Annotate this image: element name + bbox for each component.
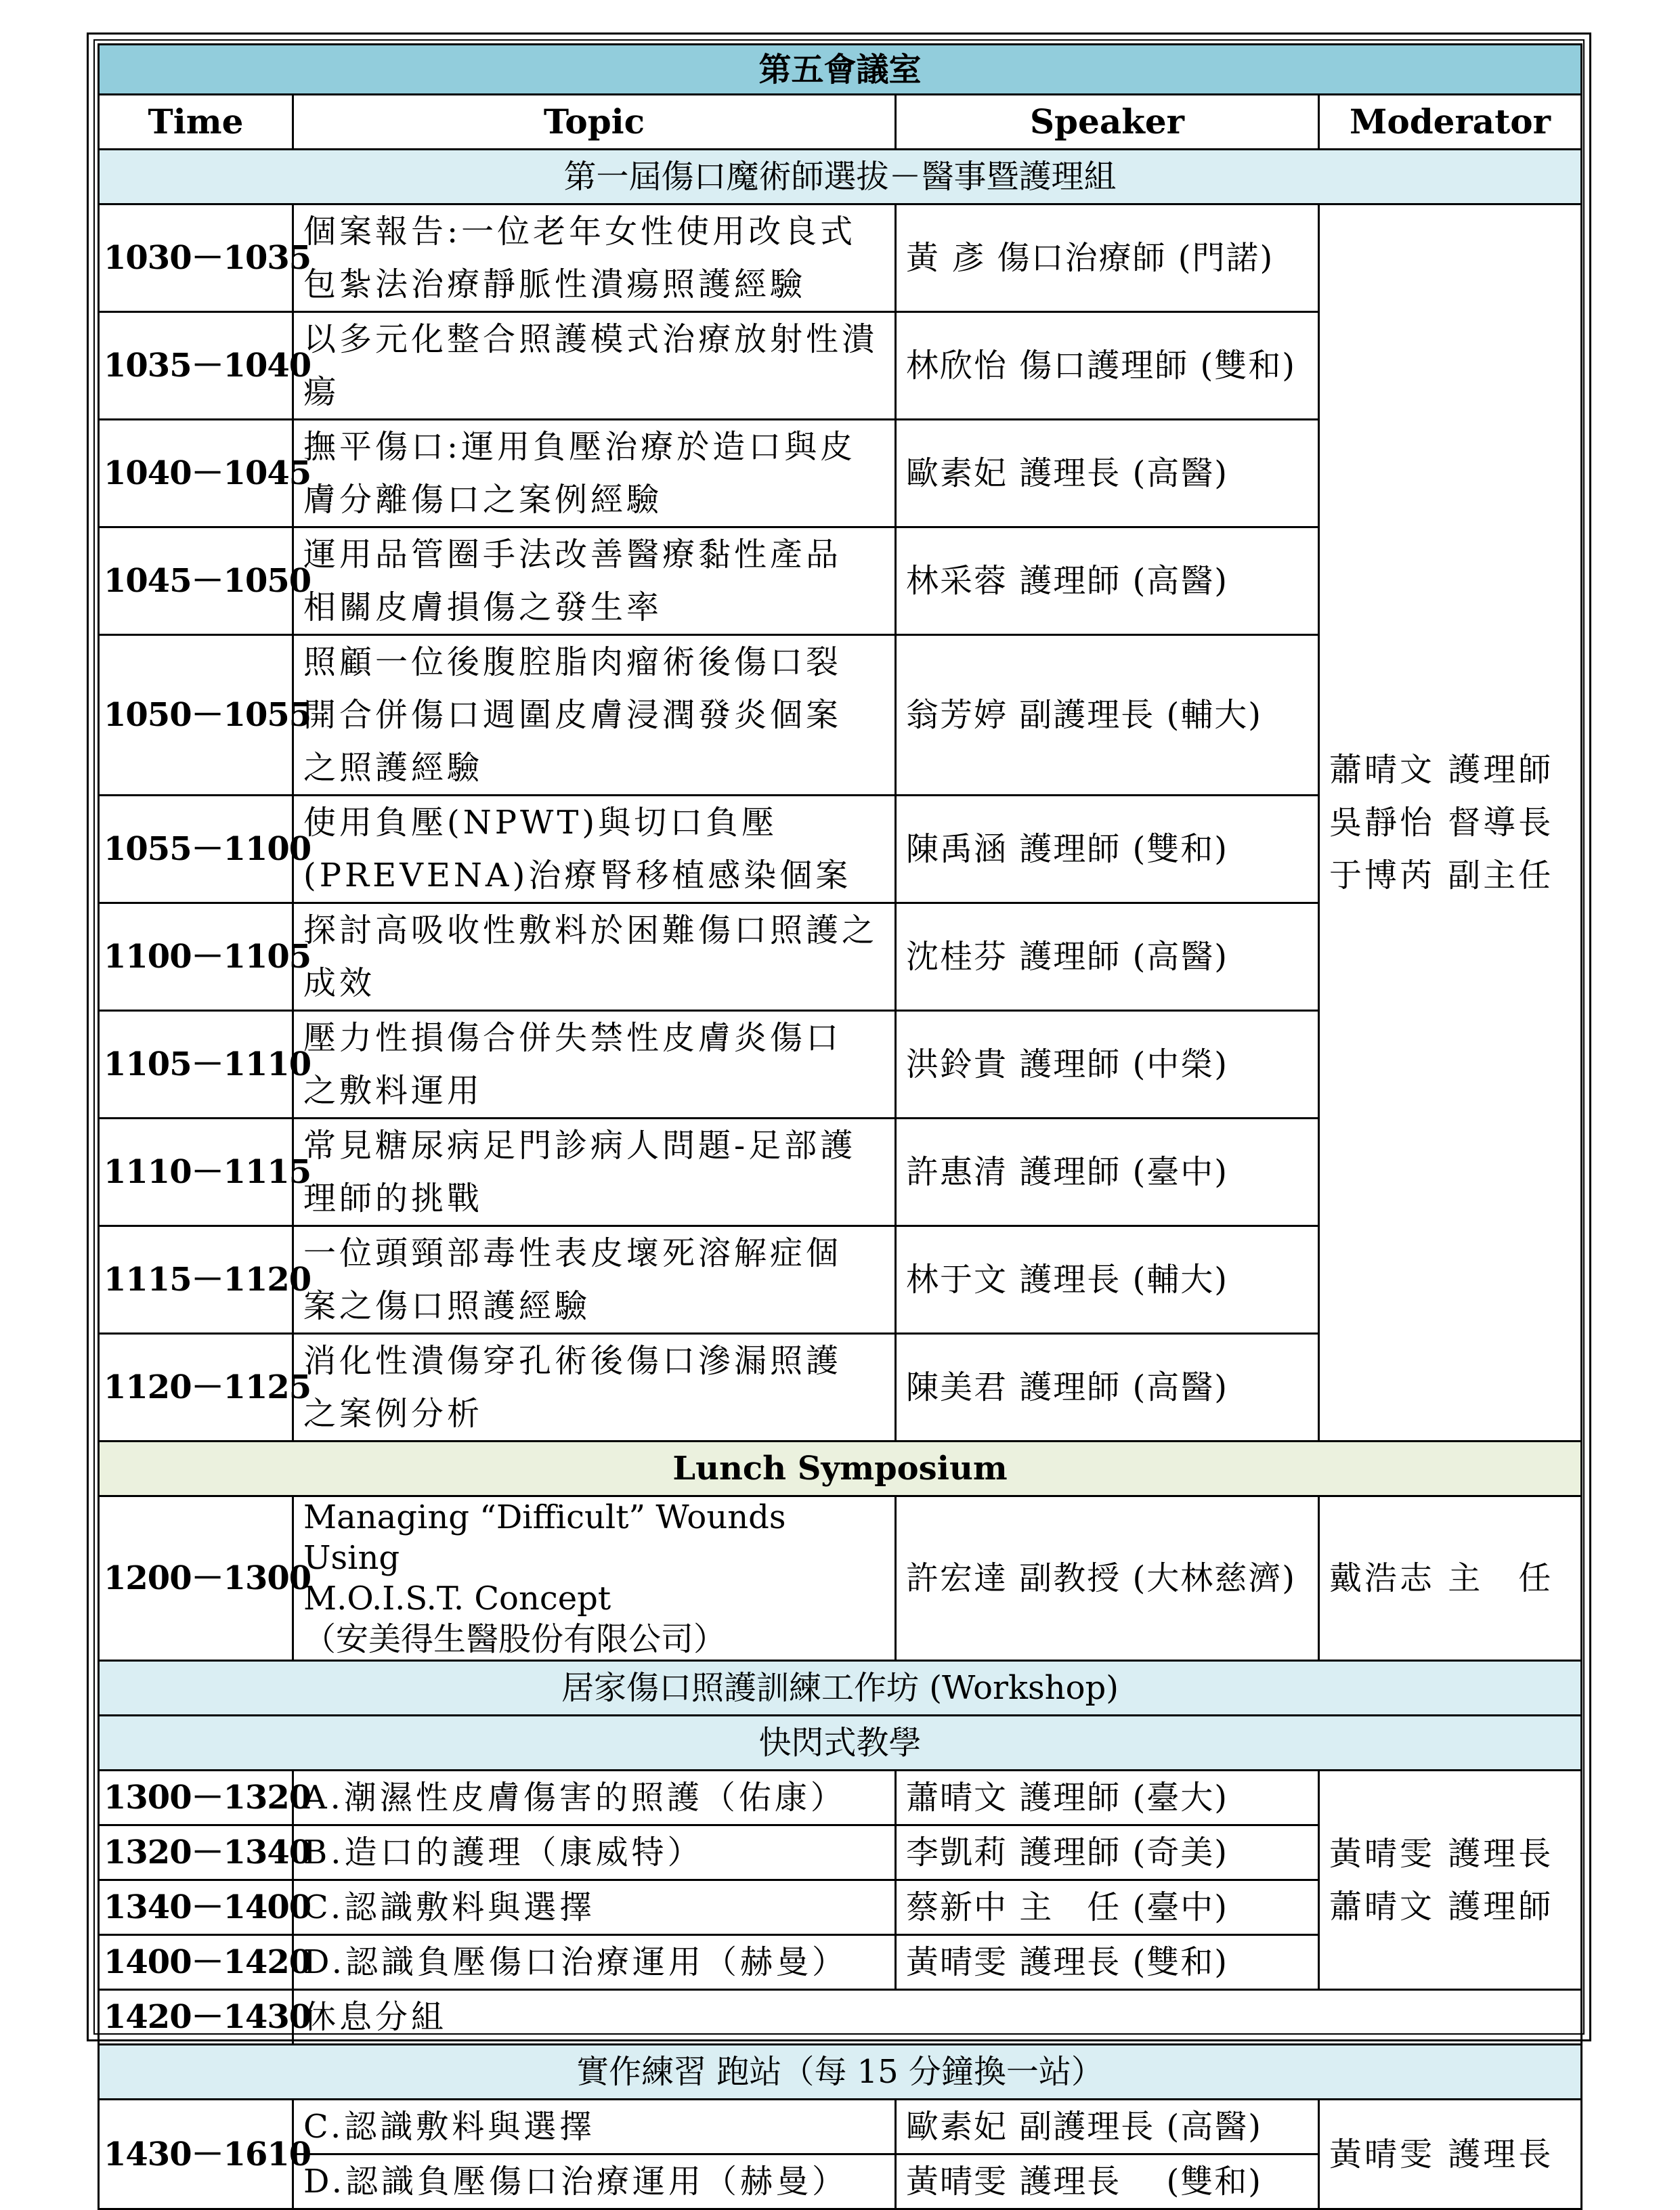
workshop-moderator <box>1319 1771 1582 1990</box>
practice-row <box>99 2100 1582 2154</box>
session-topic <box>293 1226 896 1334</box>
header-time: Time <box>99 95 293 150</box>
workshop-time: 1400－1420 <box>99 1935 293 1990</box>
session-topic-line: 包紮法治療靜脈性潰瘍照護經驗 <box>303 265 806 303</box>
session-speaker: 陳美君 護理師 (高醫) <box>896 1334 1319 1442</box>
workshop-moderator-line: 蕭晴文 護理師 <box>1329 1887 1554 1926</box>
session-topic-line: 之案例分析 <box>303 1395 483 1433</box>
practice-topic: D.認識負壓傷口治療運用（赫曼） <box>293 2154 896 2209</box>
session-time: 1100－1105 <box>99 903 293 1011</box>
break-topic: 休息分組 <box>293 1990 1582 2045</box>
session-speaker: 黃 彥 傷口治療師 (門諾) <box>896 204 1319 312</box>
workshop-time: 1320－1340 <box>99 1825 293 1880</box>
session-time: 1115－1120 <box>99 1226 293 1334</box>
session-topic-line: 一位頭頸部毒性表皮壞死溶解症個 <box>303 1234 842 1272</box>
session-time: 1105－1110 <box>99 1011 293 1119</box>
lunch-topic <box>293 1496 896 1661</box>
workshop-moderator-line: 黃晴雯 護理長 <box>1329 1834 1554 1873</box>
workshop-header-row <box>99 1661 1582 1716</box>
session-topic-line: 成效 <box>303 964 376 1002</box>
practice-moderator: 黃晴雯 護理長 <box>1319 2100 1582 2209</box>
header-speaker: Speaker <box>896 95 1319 150</box>
session-speaker: 林采蓉 護理師 (高醫) <box>896 527 1319 635</box>
session-time: 1055－1100 <box>99 796 293 903</box>
workshop-topic: C.認識敷料與選擇 <box>293 1880 896 1935</box>
practice-title: 實作練習 跑站（每 15 分鐘換一站） <box>99 2045 1582 2100</box>
session-time: 1030－1035 <box>99 204 293 312</box>
session-time: 1110－1115 <box>99 1119 293 1226</box>
section1-moderator-line: 吳靜怡 督導長 <box>1329 804 1554 842</box>
session-speaker: 許惠清 護理師 (臺中) <box>896 1119 1319 1226</box>
session-time: 1050－1055 <box>99 635 293 796</box>
workshop-time: 1300－1320 <box>99 1771 293 1825</box>
section1-moderator-line: 于博芮 副主任 <box>1329 857 1554 894</box>
section-title: 第一屆傷口魔術師選拔－醫事暨護理組 <box>99 150 1582 204</box>
lunch-topic-line: M.O.I.S.T. Concept <box>303 1580 611 1618</box>
schedule-table <box>98 43 1582 2210</box>
session-topic <box>293 312 896 420</box>
title-row <box>99 45 1582 95</box>
room-title: 第五會議室 <box>99 45 1582 95</box>
session-time: 1040－1045 <box>99 420 293 527</box>
session-topic <box>293 527 896 635</box>
session-topic-line: 使用負壓(NPWT)與切口負壓 <box>303 804 778 842</box>
practice-topic: C.認識敷料與選擇 <box>293 2100 896 2154</box>
session-topic <box>293 1334 896 1442</box>
session-speaker: 林欣怡 傷口護理師 (雙和) <box>896 312 1319 420</box>
session-topic <box>293 420 896 527</box>
session-topic-line: 個案報告:一位老年女性使用改良式 <box>303 213 857 251</box>
session-topic-line: 相關皮膚損傷之發生率 <box>303 588 663 626</box>
section1-moderator <box>1319 204 1582 1442</box>
session-topic <box>293 903 896 1011</box>
workshop-title: 居家傷口照護訓練工作坊 (Workshop) <box>99 1661 1582 1716</box>
session-time: 1120－1125 <box>99 1334 293 1442</box>
session-speaker: 林于文 護理長 (輔大) <box>896 1226 1319 1334</box>
session-time: 1045－1050 <box>99 527 293 635</box>
session-topic <box>293 796 896 903</box>
session-row <box>99 204 1582 312</box>
session-topic-line: 常見糖尿病足門診病人問題-足部護 <box>303 1127 857 1165</box>
session-topic-line: 撫平傷口:運用負壓治療於造口與皮 <box>303 428 857 466</box>
header-topic: Topic <box>293 95 896 150</box>
session-topic-line: 壓力性損傷合併失禁性皮膚炎傷口 <box>303 1019 842 1057</box>
workshop-topic: B.造口的護理（康威特） <box>293 1825 896 1880</box>
session-topic-line: 理師的挑戰 <box>303 1179 483 1217</box>
session-speaker: 歐素妃 護理長 (高醫) <box>896 420 1319 527</box>
workshop-topic: A.潮濕性皮膚傷害的照護（佑康） <box>293 1771 896 1825</box>
lunch-speaker: 許宏達 副教授 (大林慈濟) <box>896 1496 1319 1661</box>
session-topic <box>293 1011 896 1119</box>
session-speaker: 陳禹涵 護理師 (雙和) <box>896 796 1319 903</box>
workshop-row <box>99 1771 1582 1825</box>
workshop-time: 1340－1400 <box>99 1880 293 1935</box>
session-topic-line: 之照護經驗 <box>303 749 483 787</box>
session-time: 1035－1040 <box>99 312 293 420</box>
session-topic-line: 運用品管圈手法改善醫療黏性產品 <box>303 536 842 573</box>
session-topic-line: 以多元化整合照護模式治療放射性潰瘍 <box>303 320 878 411</box>
practice-speaker: 歐素妃 副護理長 (高醫) <box>896 2100 1319 2154</box>
workshop-subtitle: 快閃式教學 <box>99 1716 1582 1771</box>
header-moderator: Moderator <box>1319 95 1582 150</box>
session-topic <box>293 635 896 796</box>
session-topic-line: 案之傷口照護經驗 <box>303 1287 591 1325</box>
section1-moderator-line: 蕭晴文 護理師 <box>1329 751 1554 789</box>
session-topic-line: 膚分離傷口之案例經驗 <box>303 481 663 519</box>
workshop-speaker: 李凱莉 護理師 (奇美) <box>896 1825 1319 1880</box>
break-row <box>99 1990 1582 2045</box>
workshop-speaker: 蕭晴文 護理師 (臺大) <box>896 1771 1319 1825</box>
workshop-subheader-row <box>99 1716 1582 1771</box>
session-topic <box>293 1119 896 1226</box>
lunch-title: Lunch Symposium <box>99 1442 1582 1496</box>
practice-header-row <box>99 2045 1582 2100</box>
session-topic-line: 照顧一位後腹腔脂肉瘤術後傷口裂 <box>303 643 842 681</box>
lunch-header-row <box>99 1442 1582 1496</box>
workshop-speaker: 蔡新中 主 任 (臺中) <box>896 1880 1319 1935</box>
lunch-topic-line: （安美得生醫股份有限公司） <box>303 1620 727 1658</box>
session-topic-line: 開合併傷口週圍皮膚浸潤發炎個案 <box>303 696 842 734</box>
lunch-topic-line: Managing “Difficult” Wounds Using <box>303 1498 786 1577</box>
workshop-speaker: 黃晴雯 護理長 (雙和) <box>896 1935 1319 1990</box>
lunch-moderator: 戴浩志 主 任 <box>1319 1496 1582 1661</box>
practice-speaker: 黃晴雯 護理長 (雙和) <box>896 2154 1319 2209</box>
lunch-row <box>99 1496 1582 1661</box>
session-topic-line: 探討高吸收性敷料於困難傷口照護之 <box>303 911 878 949</box>
lunch-time: 1200－1300 <box>99 1496 293 1661</box>
session-speaker: 沈桂芬 護理師 (高醫) <box>896 903 1319 1011</box>
session-topic-line: 之敷料運用 <box>303 1072 483 1110</box>
session-topic <box>293 204 896 312</box>
column-header-row <box>99 95 1582 150</box>
session-topic-line: 消化性潰傷穿孔術後傷口滲漏照護 <box>303 1342 842 1380</box>
break-time: 1420－1430 <box>99 1990 293 2045</box>
practice-time: 1430－1610 <box>99 2100 293 2209</box>
session-topic-line: (PREVENA)治療腎移植感染個案 <box>303 857 852 894</box>
session-speaker: 翁芳婷 副護理長 (輔大) <box>896 635 1319 796</box>
section-header-row <box>99 150 1582 204</box>
workshop-topic: D.認識負壓傷口治療運用（赫曼） <box>293 1935 896 1990</box>
session-speaker: 洪鈴貴 護理師 (中榮) <box>896 1011 1319 1119</box>
